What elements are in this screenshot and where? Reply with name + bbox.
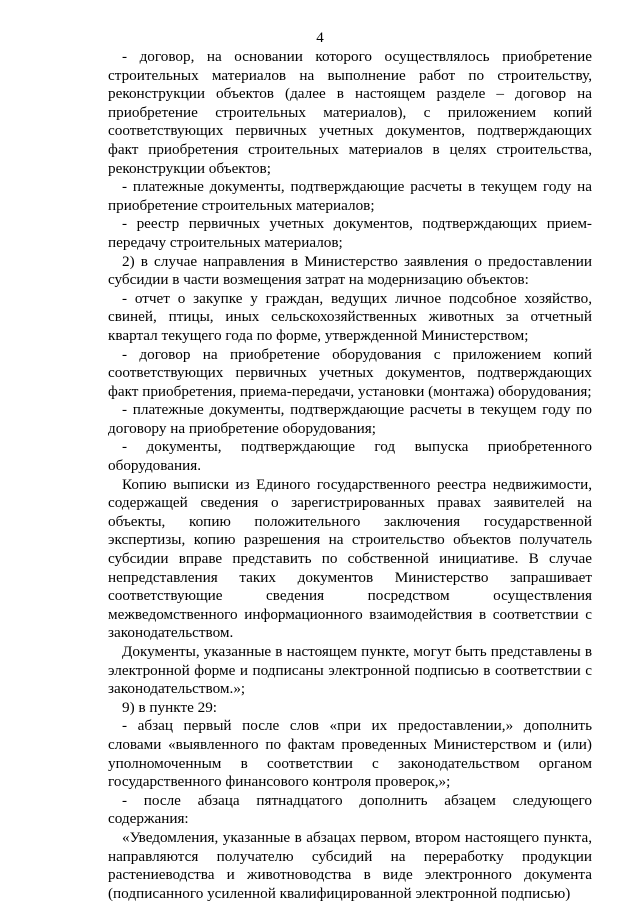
paragraph: Копию выписки из Единого государственного реестра недвижимости, содержащей сведения о зарегистрированных правах заявителей на объекты, копию положительного заключения государственной экспертизы, копию разрешения на строительство объектов получатель субсидии вправе представить по собственной инициативе. В случае непредставления таких документов Министерство запрашивает соответствующие сведения посредством осуществления межведомственного информационного взаимодействия в соответствии с законодательством.: [108, 475, 592, 642]
paragraph: «Уведомления, указанные в абзацах первом, втором настоящего пункта, направляются получателю субсидий на переработку продукции растениеводства и животноводства в виде электронного документа (подписанного усиленной квалифицированной электронной подписью): [108, 828, 592, 902]
page-number: 4: [316, 30, 324, 46]
paragraph: - после абзаца пятнадцатого дополнить абзацем следующего содержания:: [108, 791, 592, 828]
paragraph: - договор, на основании которого осуществлялось приобретение строительных материалов на выполнение работ по строительству, реконструкции объектов (далее в настоящем разделе – договор на приобретение строительных материалов), с приложением копий соответствующих первичных учетных документов, подтверждающих факт приобретения строительных материалов в целях строительства, реконструкции объектов;: [108, 48, 592, 177]
paragraph: - отчет о закупке у граждан, ведущих личное подсобное хозяйство, свиней, птицы, иных сельскохозяйственных животных за отчетный квартал текущего года по форме, утвержденной Министерством;: [108, 289, 592, 344]
paragraph: - договор на приобретение оборудования с приложением копий соответствующих первичных учетных документов, подтверждающих факт приобретения, приема-передачи, установки (монтажа) оборудования;: [108, 345, 592, 400]
paragraph: 9) в пункте 29:: [122, 698, 218, 716]
document-body: [108, 48, 592, 903]
paragraph: 2) в случае направления в Министерство заявления о предоставлении субсидии в части возмещения затрат на модернизацию объектов:: [108, 252, 592, 289]
paragraph: - реестр первичных учетных документов, подтверждающих прием-передачу строительных материалов;: [108, 215, 592, 251]
paragraph: - платежные документы, подтверждающие расчеты в текущем году на приобретение строительных материалов;: [108, 178, 592, 214]
paragraph: - документы, подтверждающие год выпуска приобретенного оборудования.: [108, 438, 592, 475]
paragraph: - платежные документы, подтверждающие расчеты в текущем году по договору на приобретение оборудования;: [108, 401, 592, 437]
paragraph: - абзац первый после слов «при их предоставлении,» дополнить словами «выявленного по фактам проведенных Министерством и (или) уполномоченным в соответствии с законодательством органом государственного финансового контроля проверок,»;: [108, 717, 592, 791]
paragraph: Документы, указанные в настоящем пункте, могут быть представлены в электронной форме и подписаны электронной подписью в соответствии с законодательством.»;: [108, 643, 592, 698]
